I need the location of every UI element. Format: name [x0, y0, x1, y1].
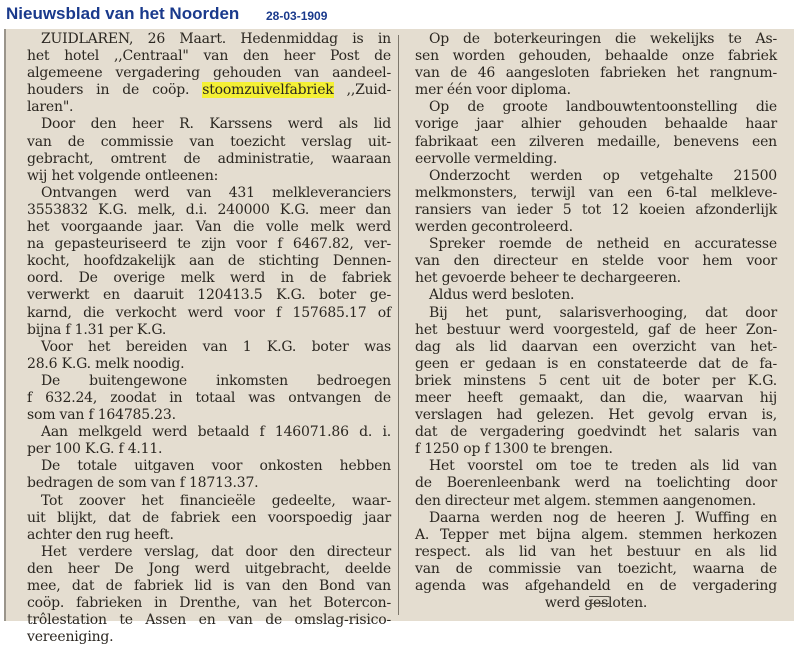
- text-line: [27, 253, 391, 270]
- text-line: [27, 578, 391, 595]
- line-text: werden gecontroleerd.: [415, 219, 573, 236]
- text-line: [27, 527, 391, 544]
- line-text: van de 46 aangesloten fabrieken het rangnum-: [415, 65, 777, 82]
- column-divider: [398, 35, 399, 615]
- text-line: [27, 373, 391, 390]
- line-text: fabrikaat een zilveren medaille, benevens een: [415, 133, 777, 150]
- line-text: de Boerenleenbank werd na toelichting door: [415, 475, 777, 492]
- text-line: [27, 134, 391, 151]
- line-text: bedragen de som van f 18713.37.: [27, 475, 259, 492]
- text-line: [27, 48, 391, 65]
- line-text: laren".: [27, 99, 74, 116]
- line-text: 28.6 K.G. melk noodig.: [27, 355, 185, 372]
- line-text: het bestuur werd voorgesteld, gaf de heer Zon-: [415, 321, 777, 338]
- line-text: Aan melkgeld werd betaald f 146071.86 d. i.: [41, 424, 391, 441]
- text-line: [415, 561, 777, 578]
- line-text: van den directeur en stelde voor hem voor: [415, 253, 777, 270]
- line-text: ZUIDLAREN, 26 Maart. Hedenmiddag is in: [41, 31, 391, 47]
- line-text: f 632.24, zoodat in totaal was ontvangen de: [27, 389, 391, 406]
- line-text: som van f 164785.23.: [27, 407, 176, 424]
- text-line: [415, 305, 777, 322]
- line-text: van de commissie van toezicht verslag uit-: [27, 133, 391, 150]
- line-text: 3553832 K.G. melk, d.i. 240000 K.G. meer dan: [27, 201, 391, 218]
- line-text: van de commissie van toezicht, waarna de: [415, 560, 777, 577]
- text-line: [415, 424, 777, 441]
- line-text: per 100 K.G. f 4.11.: [27, 441, 163, 458]
- line-text: Daarna werden nog de heeren J. Wuffing en: [429, 509, 777, 526]
- text-line: [415, 356, 777, 373]
- text-line: [415, 134, 777, 151]
- publication-date: 28-03-1909: [266, 9, 328, 23]
- line-text: De totale uitgaven voor onkosten hebben: [41, 458, 391, 475]
- text-line: [415, 544, 777, 561]
- line-text: Aldus werd besloten.: [429, 287, 575, 304]
- line-text: Onderzocht werden op vetgehalte 21500: [429, 167, 777, 184]
- clipping-header: [0, 0, 800, 30]
- text-line: [415, 373, 777, 390]
- text-line: [415, 65, 777, 82]
- text-line: [415, 458, 777, 475]
- text-line: [27, 305, 391, 322]
- text-line: [27, 287, 391, 304]
- line-text: Voor het bereiden van 1 K.G. boter was: [41, 338, 391, 355]
- line-text: verwerkt en daaruit 120413.5 K.G. boter ge-: [27, 287, 391, 304]
- line-text: oord. De overige melk werd in de fabriek: [27, 270, 391, 287]
- text-line: [27, 322, 391, 339]
- article-column-left: [27, 31, 391, 646]
- text-line: [415, 253, 777, 270]
- line-text: dat de vergadering goedvindt het salaris van: [415, 424, 777, 441]
- line-text: Het verdere verslag, dat door den directeur: [41, 543, 391, 560]
- text-line: [415, 99, 777, 116]
- text-line: [27, 339, 391, 356]
- text-line: [27, 65, 391, 82]
- text-line: [27, 544, 391, 561]
- text-line: [415, 48, 777, 65]
- text-line: [415, 527, 777, 544]
- text-line: [415, 493, 777, 510]
- highlighted-term: stoomzuivelfabriek: [202, 82, 334, 99]
- text-line: [415, 441, 777, 458]
- text-line: [415, 185, 777, 202]
- text-line: [27, 82, 391, 99]
- line-text: het hotel ,,Centraal" van den heer Post de: [27, 48, 391, 65]
- line-text: sen worden gehouden, behaalde onze fabriek: [415, 48, 777, 65]
- text-line: [27, 151, 391, 168]
- text-line: [415, 270, 777, 287]
- line-text: ransiers van ieder 5 tot 12 koeien afzonderlijk: [415, 201, 777, 218]
- text-line: [415, 168, 777, 185]
- line-text: wij het volgende ontleenen:: [27, 167, 219, 184]
- line-text: uit blijkt, dat de fabriek een voorspoedig jaar: [27, 509, 391, 526]
- line-text: coöp. fabrieken in Drenthe, van het Botercon-: [27, 595, 391, 612]
- line-text: Tot zoover het financieële gedeelte, waar-: [41, 492, 391, 509]
- line-text: trôlestation te Assen en van de omslag-risico-: [27, 612, 391, 629]
- line-text: respect. als lid van het bestuur en als lid: [415, 543, 777, 560]
- line-text: mee, dat de fabriek lid is van den Bond van: [27, 578, 391, 594]
- line-text: vorige jaar alhier gehouden behaalde haar: [415, 116, 777, 133]
- text-line: [415, 339, 777, 356]
- text-line: [27, 236, 391, 253]
- line-text: Ontvangen werd van 431 melkleveranciers: [41, 184, 391, 201]
- text-line: [415, 236, 777, 253]
- line-text: De buitengewone inkomsten bedroegen: [41, 372, 391, 389]
- line-text: mer één voor diploma.: [415, 82, 571, 99]
- text-line: [415, 475, 777, 492]
- text-line: [27, 185, 391, 202]
- text-line: [415, 219, 777, 236]
- line-text: meer heeft gemaakt, dan die, waarvan hij: [415, 389, 777, 406]
- line-text: briek minstens 5 cent uit de boter per K.G.: [415, 372, 777, 389]
- text-line: [415, 151, 777, 168]
- line-text: den heer De Jong werd uitgebracht, deelde: [27, 560, 391, 577]
- line-text: gebracht, omtrent de administratie, waaraan: [27, 150, 391, 167]
- line-text: het voorgaande jaar. Van die volle melk werd: [27, 219, 391, 236]
- text-line: [27, 116, 391, 133]
- line-text: Door den heer R. Karssens werd als lid: [41, 116, 391, 133]
- newspaper-clipping: [4, 29, 794, 646]
- text-line: [415, 116, 777, 133]
- line-text: ,,Zuid-: [333, 82, 391, 99]
- text-line: [27, 356, 391, 373]
- line-text: A. Tepper met bijna algem. stemmen herkozen: [415, 526, 777, 543]
- text-line: [27, 424, 391, 441]
- newspaper-title: Nieuwsblad van het Noorden: [6, 4, 240, 23]
- text-line: [27, 99, 391, 116]
- line-text: algemeene vergadering gehouden van aandeel-: [27, 65, 391, 82]
- text-line: [27, 270, 391, 287]
- line-text: den directeur met algem. stemmen aangenomen.: [415, 492, 756, 509]
- line-text: karnd, die verkocht werd voor f 157685.17 of: [27, 304, 391, 321]
- text-line: [27, 595, 391, 612]
- text-line: [415, 322, 777, 339]
- text-line: [27, 407, 391, 424]
- line-text: Op de groote landbouwtentoonstelling die: [429, 99, 777, 116]
- line-text: eervolle vermelding.: [415, 150, 558, 167]
- text-line: [415, 82, 777, 99]
- text-line: [415, 287, 777, 304]
- line-text: f 1250 op f 1300 te brengen.: [415, 441, 613, 458]
- text-line: [27, 510, 391, 527]
- text-line: [415, 202, 777, 219]
- line-text: verslagen had gelezen. Het gevolg ervan is,: [415, 407, 777, 424]
- line-text: houders in de coöp.: [27, 82, 203, 99]
- article-column-right: [415, 31, 777, 612]
- line-text: het gevoerde beheer te dechargeeren.: [415, 270, 681, 287]
- text-line: [27, 629, 391, 646]
- text-line: [27, 168, 391, 185]
- line-text: na gepasteuriseerd te zijn voor f 6467.82, ver-: [27, 236, 391, 253]
- text-line: [27, 219, 391, 236]
- line-text: Spreker roemde de netheid en accuratesse: [429, 236, 777, 253]
- line-text: kocht, hoofdzakelijk aan de stichting Dennen-: [27, 253, 391, 270]
- text-line: [415, 578, 777, 595]
- line-text: vereeniging.: [27, 629, 114, 646]
- line-text: Het voorstel om toe te treden als lid van: [429, 458, 777, 475]
- text-line: [27, 612, 391, 629]
- line-text: melkmonsters, terwijl van een 6-tal melkleve-: [415, 184, 777, 201]
- text-line: [415, 510, 777, 527]
- line-text: geen er gedaan is en constateerde dat de fa-: [415, 355, 777, 372]
- text-line: [415, 407, 777, 424]
- text-line: [27, 202, 391, 219]
- text-line: [27, 475, 391, 492]
- line-text: agenda was afgehandeld en de vergadering: [415, 578, 777, 594]
- line-text: Op de boterkeuringen die wekelijks te As-: [429, 31, 777, 47]
- text-line: [415, 31, 777, 48]
- text-line: [27, 493, 391, 510]
- text-line: [415, 390, 777, 407]
- line-text: werd gesloten.: [544, 595, 648, 612]
- line-text: Bij het punt, salarisverhooging, dat door: [429, 304, 777, 321]
- line-text: dag als lid daarvan een overzicht van het-: [415, 338, 777, 355]
- text-line: [27, 458, 391, 475]
- text-line: [27, 31, 391, 48]
- text-line: [27, 561, 391, 578]
- line-text: bijna f 1.31 per K.G.: [27, 321, 167, 338]
- line-text: achter den rug heeft.: [27, 526, 174, 543]
- article-end-mark: [589, 596, 609, 604]
- text-line: [27, 441, 391, 458]
- text-line: [27, 390, 391, 407]
